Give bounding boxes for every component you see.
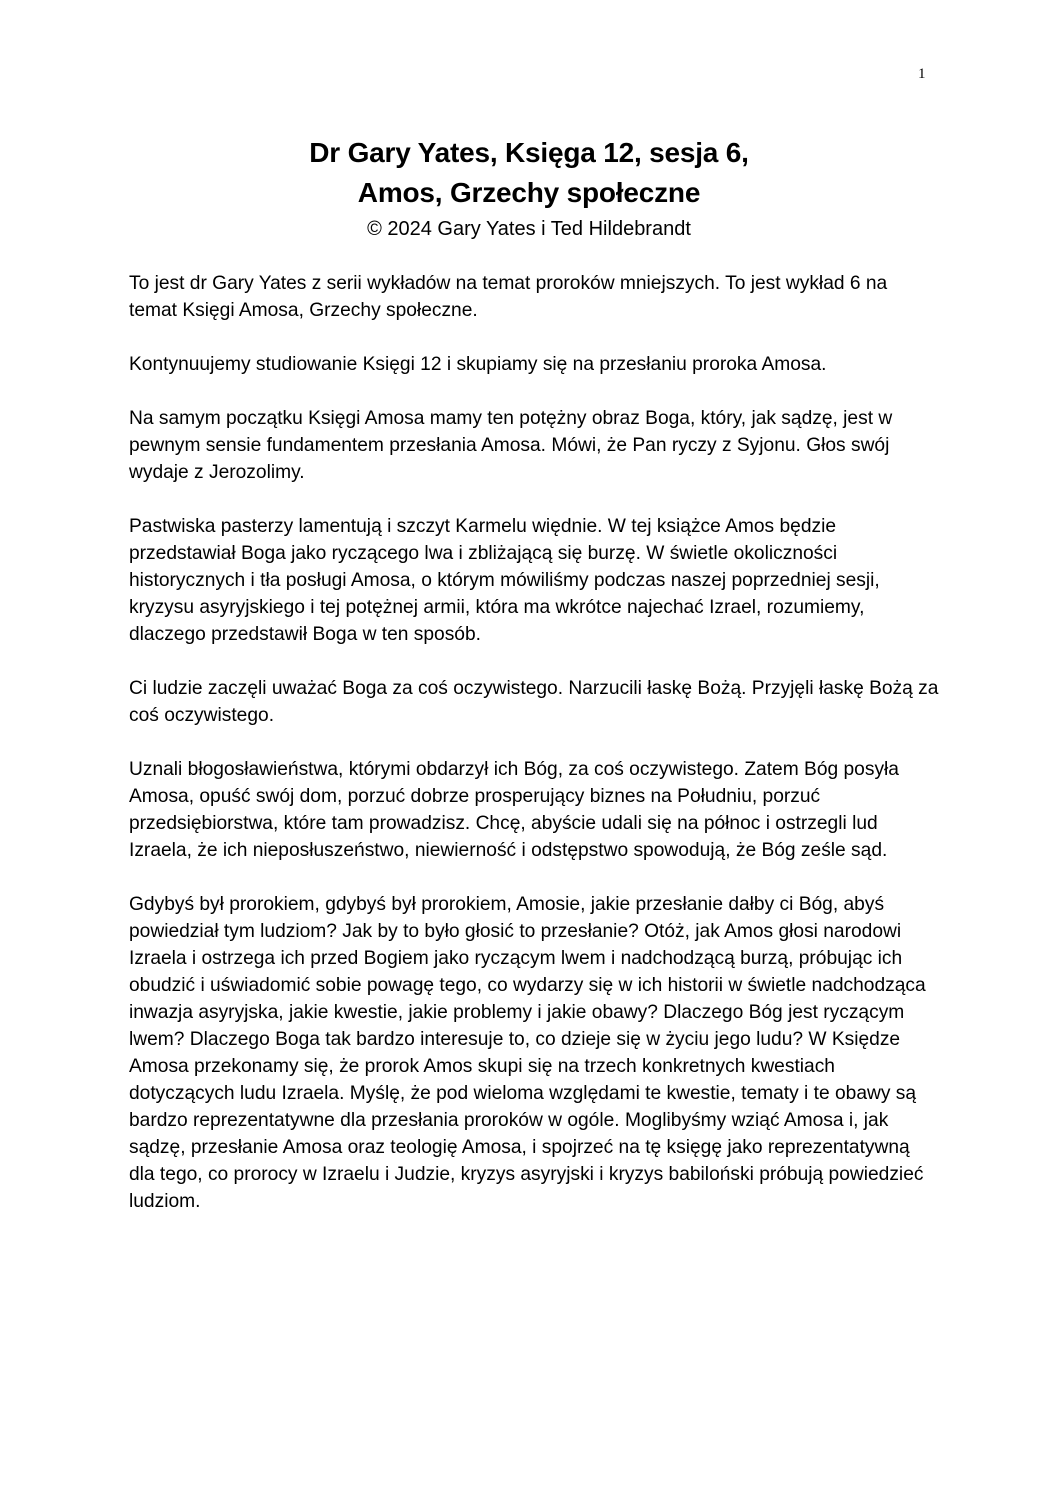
paragraph: To jest dr Gary Yates z serii wykładów na temat proroków mniejszych. To jest wykład 6 na temat Księgi Amosa, Grzechy społeczne. — [129, 273, 888, 321]
paragraph: Uznali błogosławieństwa, którymi obdarzył ich Bóg, za coś oczywistego. Zatem Bóg posyła Amosa, opuść swój dom, porzuć dobrze prosperujący biznes na Południu, porzuć przedsiębiorstwa, które tam prowadzisz. Chcę, abyście udali się na północ i ostrzegli lud Izraela, że ich nieposłuszeństwo, niewierność i odstępstwo spowodują, że Bóg ześle sąd. — [129, 759, 899, 861]
paragraph: Ci ludzie zaczęli uważać Boga za coś oczywistego. Narzucili łaskę Bożą. Przyjęli łaskę Bożą za coś oczywistego. — [129, 678, 939, 726]
paragraph: Na samym początku Księgi Amosa mamy ten potężny obraz Boga, który, jak sądzę, jest w pewnym sensie fundamentem przesłania Amosa. Mówi, że Pan ryczy z Syjonu. Głos swój wydaje z Jerozolimy. — [129, 408, 893, 483]
document-title-line-1: Dr Gary Yates, Księga 12, sesja 6, — [309, 137, 749, 168]
paragraph: Gdybyś był prorokiem, gdybyś był prorokiem, Amosie, jakie przesłanie dałby ci Bóg, abyś powiedział tym ludziom? Jak by to było głosić to przesłanie? Otóż, jak Amos głosi narodowi Izraela i ostrzega ich przed Bogiem jako ryczącym lwem i nadchodzącą burzą, próbując ich obudzić i uświadomić sobie powagę tego, co wydarzy się w ich historii w świetle nadchodząca inwazja asyryjska, jakie kwestie, jakie problemy i jakie obawy? Dlaczego Bóg jest ryczącym lwem? Dlaczego Boga tak bardzo interesuje to, co dzieje się w życiu jego ludu? W Księdze Amosa przekonamy się, że prorok Amos skupi się na trzech konkretnych kwestiach dotyczących ludu Izraela. Myślę, że pod wieloma względami te kwestie, tematy i te obawy są bardzo reprezentatywne dla przesłania proroków w ogóle. Moglibyśmy wziąć Amosa i, jak sądzę, przesłanie Amosa oraz teologię Amosa, i spojrzeć na tę księgę jako reprezentatywną dla tego, co prorocy w Izraelu i Judzie, kryzys asyryjski i kryzys babiloński próbują powiedzieć ludziom. — [129, 894, 926, 1212]
paragraph: Pastwiska pasterzy lamentują i szczyt Karmelu więdnie. W tej książce Amos będzie przedstawiał Boga jako ryczącego lwa i zbliżającą się burzę. W świetle okoliczności historycznych i tła posługi Amosa, o którym mówiliśmy podczas naszej poprzedniej sesji, kryzysu asyryjskiego i tej potężnej armii, która ma wkrótce najechać Izrael, rozumiemy, dlaczego przedstawił Boga w ten sposób. — [129, 516, 880, 645]
paragraph: Kontynuujemy studiowanie Księgi 12 i skupiamy się na przesłaniu proroka Amosa. — [129, 354, 827, 375]
document-body — [129, 270, 939, 1242]
title-block — [0, 133, 1058, 243]
document-title-line-2: Amos, Grzechy społeczne — [357, 177, 701, 208]
page-number: 1 — [918, 66, 926, 82]
copyright-notice: © 2024 Gary Yates i Ted Hildebrandt — [367, 218, 691, 240]
